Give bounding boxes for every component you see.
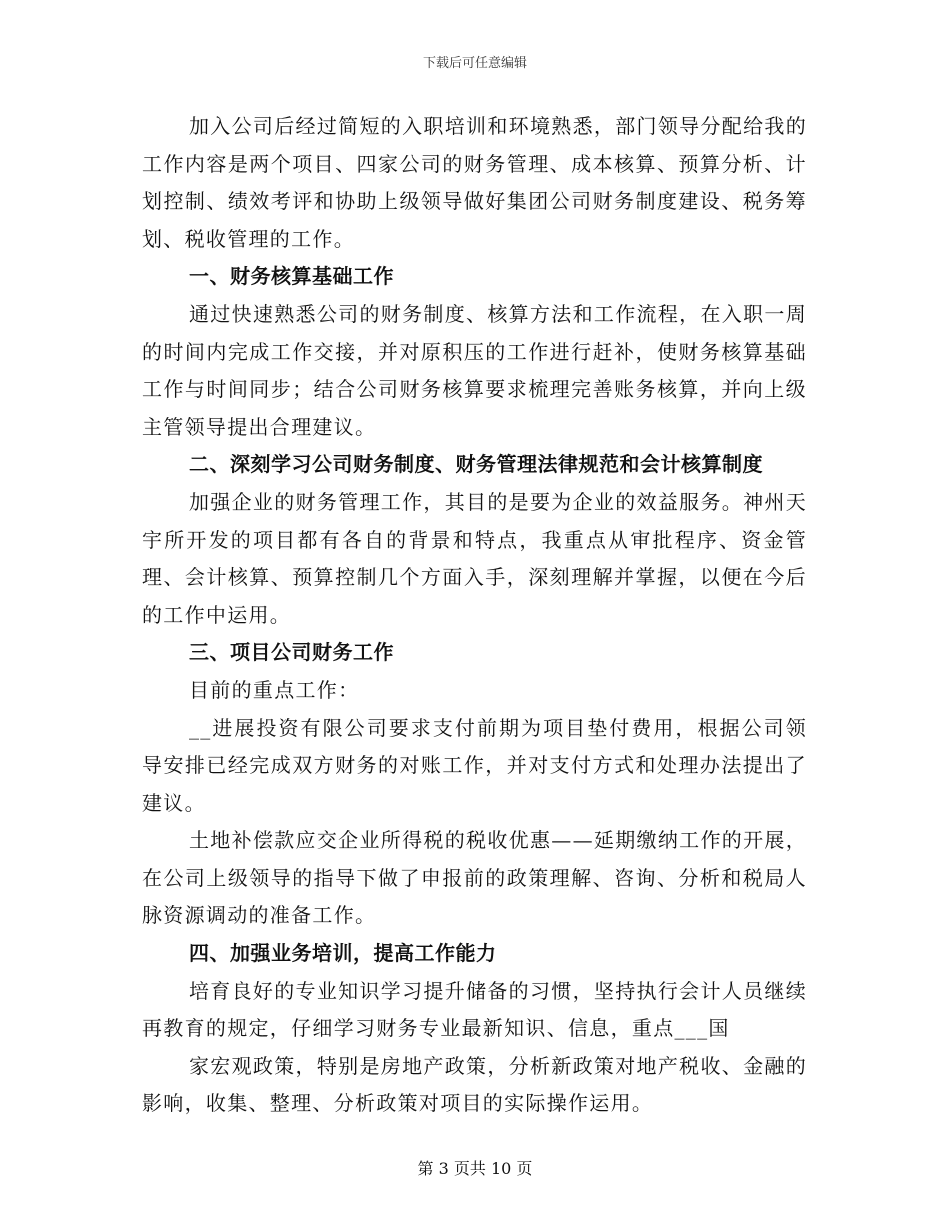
paragraph-training-2: 家宏观政策，特别是房地产政策，分析新政策对地产税收、金融的影响，收集、整理、分析政策对项目的实际操作运用。 (142, 1053, 807, 1116)
section-heading-3: 三、项目公司财务工作 (189, 640, 394, 665)
paragraph-investment-payment: __进展投资有限公司要求支付前期为项目垫付费用，根据公司领导安排已经完成双方财务的对账工作，并对支付方式和处理办法提出了建议。 (142, 715, 807, 815)
paragraph-section-2: 加强企业的财务管理工作，其目的是要为企业的效益服务。神州天宇所开发的项目都有各自的背景和特点，我重点从审批程序、资金管理、会计核算、预算控制几个方面入手，深刻理解并掌握，以便在今后的工作中运用。 (142, 489, 807, 627)
paragraph-tax-deferral: 土地补偿款应交企业所得税的税收优惠——延期缴纳工作的开展，在公司上级领导的指导下做了申报前的政策理解、咨询、分析和税局人脉资源调动的准备工作。 (142, 828, 807, 928)
paragraph-intro: 加入公司后经过简短的入职培训和环境熟悉，部门领导分配给我的工作内容是两个项目、四家公司的财务管理、成本核算、预算分析、计划控制、绩效考评和协助上级领导做好集团公司财务制度建设、税务筹划、税收管理的工作。 (142, 114, 807, 251)
section-heading-4: 四、加强业务培训，提高工作能力 (189, 941, 497, 966)
page-footer: 第 3 页共 10 页 (417, 1159, 533, 1178)
paragraph-section-1: 通过快速熟悉公司的财务制度、核算方法和工作流程，在入职一周的时间内完成工作交接，并对原积压的工作进行赶补，使财务核算基础工作与时间同步；结合公司财务核算要求梳理完善账务核算，并向上级主管领导提出合理建议。 (142, 301, 807, 439)
section-heading-1: 一、财务核算基础工作 (189, 264, 394, 289)
section-heading-2: 二、深刻学习公司财务制度、财务管理法律规范和会计核算制度 (189, 452, 763, 477)
paragraph-training-1: 培育良好的专业知识学习提升储备的习惯，坚持执行会计人员继续再教育的规定，仔细学习财务专业最新知识、信息，重点___国 (142, 978, 807, 1041)
document-body (142, 108, 807, 1123)
paragraph-key-work-label: 目前的重点工作： (189, 677, 360, 702)
page-header: 下载后可任意编辑 (422, 56, 527, 71)
